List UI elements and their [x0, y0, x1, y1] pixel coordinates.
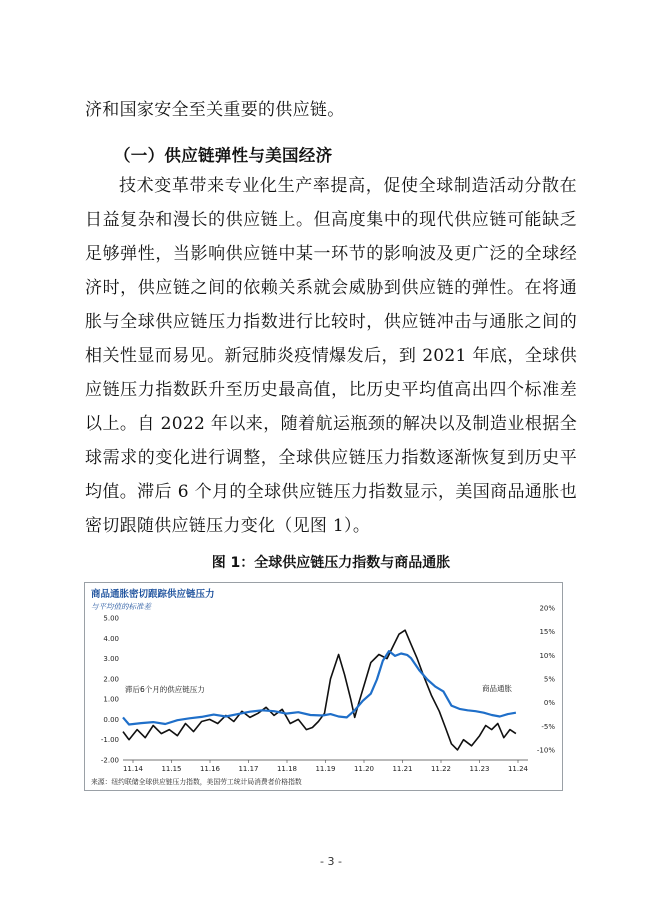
y-right-tick-label: 20% [539, 604, 555, 613]
y-left-tick-label: 5.00 [103, 614, 119, 623]
y-left-tick-label: 3.00 [103, 655, 119, 664]
y-right-tick-label: 10% [539, 651, 555, 660]
x-tick-label: 11.23 [469, 765, 490, 773]
paragraph-line: 技术变革带来专业化生产率提高，促使全球制造活动分散在 [119, 176, 577, 196]
paragraph-line: 日益复杂和漫长的供应链上。但高度集中的现代供应链可能缺乏 [85, 210, 577, 230]
paragraph-line: 相关性显而易见。新冠肺炎疫情爆发后，到 2021 年底，全球供 [85, 346, 577, 366]
series-annotation-supply-pressure: 滞后6个月的供应链压力 [125, 685, 205, 694]
y-right-tick-label: -5% [541, 722, 555, 731]
paragraph-line: 足够弹性，当影响供应链中某一环节的影响波及更广泛的全球经 [85, 244, 577, 264]
chart-source: 来源：纽约联储全球供应链压力指数，美国劳工统计局消费者价格指数 [91, 778, 302, 786]
x-tick-label: 11.14 [122, 765, 144, 773]
paragraph-line: 济时，供应链之间的依赖关系就会威胁到供应链的弹性。在将通 [85, 278, 577, 298]
paragraph-line: 密切跟随供应链压力变化（见图 1）。 [85, 516, 371, 536]
figure-caption: 图 1：全球供应链压力指数与商品通胀 [211, 555, 451, 571]
x-tick-label: 11.22 [430, 765, 452, 773]
chart-svg [85, 583, 562, 790]
x-tick-label: 11.21 [392, 765, 413, 773]
y-left-tick-label: 1.00 [103, 695, 119, 704]
y-right-tick-label: 5% [543, 675, 555, 684]
chart-subtitle: 与平均值的标准差 [91, 602, 151, 611]
x-tick-label: 11.16 [199, 765, 221, 773]
y-left-tick-label: 2.00 [103, 675, 119, 684]
series-annotation-goods-inflation: 商品通胀 [482, 684, 512, 693]
x-tick-label: 11.15 [161, 765, 182, 773]
x-tick-label: 11.20 [353, 765, 375, 773]
y-left-tick-label: -1.00 [100, 736, 119, 745]
y-right-tick-label: 15% [539, 628, 555, 637]
chart-title: 商品通胀密切跟踪供应链压力 [91, 589, 215, 600]
paragraph-line: 球需求的变化进行调整，全球供应链压力指数逐渐恢复到历史平 [85, 448, 577, 468]
paragraph-line: 应链压力指数跃升至历史最高值，比历史平均值高出四个标准差 [85, 380, 577, 400]
y-right-tick-label: 0% [543, 699, 555, 708]
x-tick-label: 11.17 [238, 765, 259, 773]
y-left-tick-label: 4.00 [103, 634, 119, 643]
y-left-tick-label: 0.00 [103, 715, 119, 724]
y-right-tick-label: -10% [536, 746, 555, 755]
page-number: - 3 - [320, 855, 342, 868]
section-heading: （一）供应链弹性与美国经济 [114, 146, 333, 165]
x-tick-label: 11.19 [315, 765, 336, 773]
paragraph-line: 以上。自 2022 年以来，随着航运瓶颈的解决以及制造业根据全 [85, 414, 577, 434]
x-tick-label: 11.24 [507, 765, 529, 773]
paragraph-line: 均值。滞后 6 个月的全球供应链压力指数显示，美国商品通胀也 [85, 482, 577, 502]
y-left-tick-label: -2.00 [100, 756, 119, 765]
x-tick-label: 11.18 [276, 765, 298, 773]
chart-figure [84, 582, 563, 791]
paragraph-line: 胀与全球供应链压力指数进行比较时，供应链冲击与通胀之间的 [85, 312, 577, 332]
paragraph-line: 济和国家安全至关重要的供应链。 [85, 100, 345, 120]
